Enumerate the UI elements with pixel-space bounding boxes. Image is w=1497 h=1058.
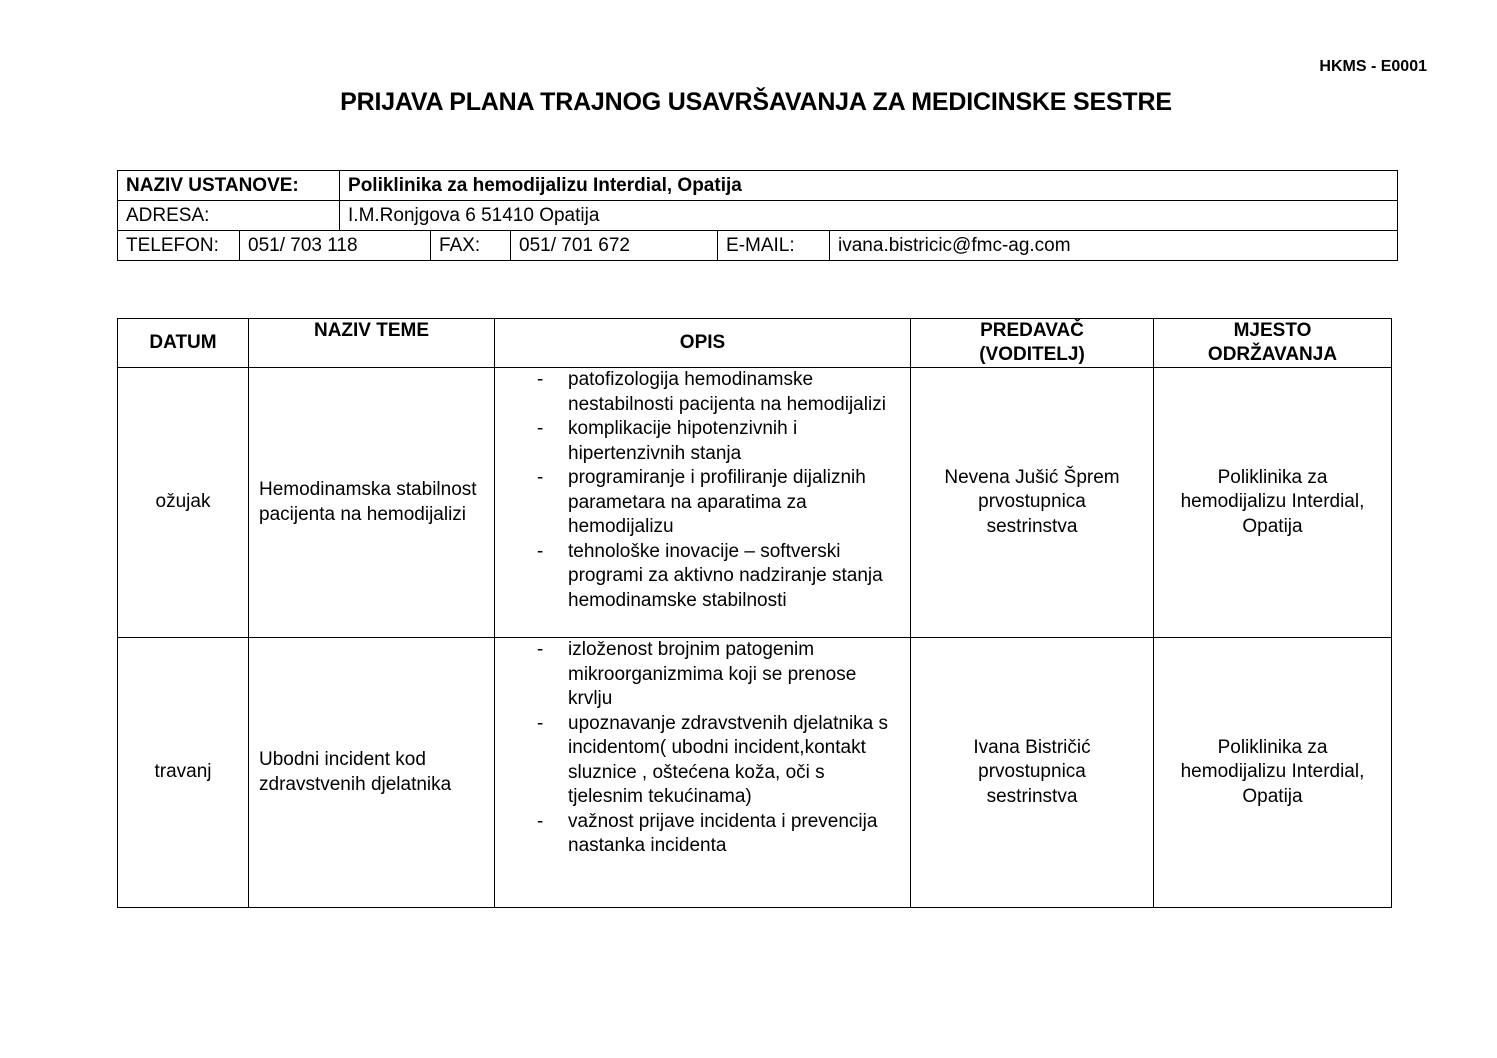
header-lecturer-line2: (VODITELJ) <box>979 344 1085 365</box>
document-code: HKMS - E0001 <box>1319 58 1427 75</box>
header-description: OPIS <box>495 319 911 368</box>
list-item: - programiranje i profiliranje dijaliznih parametara na aparatima za hemodijalizu <box>495 466 910 540</box>
lecturer-name: Ivana Bistričić <box>973 736 1091 758</box>
header-lecturer <box>911 319 1154 368</box>
email-label: E-MAIL: <box>718 231 830 261</box>
row-description <box>495 368 911 638</box>
education-plan-table <box>117 318 1392 908</box>
description-list <box>495 368 910 613</box>
header-lecturer-line1: PREDAVAČ <box>980 320 1084 341</box>
row-lecturer <box>911 638 1154 908</box>
list-item: - važnost prijave incidenta i prevencija nastanka incidenta <box>495 810 910 859</box>
row-location <box>1154 368 1392 638</box>
location-line2: hemodijalizu Interdial, <box>1180 491 1365 513</box>
fax-value: 051/ 701 672 <box>511 231 718 261</box>
list-item: - tehnološke inovacije – softverski programi za aktivno nadziranje stanja hemodinamske stabilnosti <box>495 540 910 614</box>
phone-value: 051/ 703 118 <box>240 231 431 261</box>
header-location-line2: ODRŽAVANJA <box>1207 344 1338 365</box>
institution-info-table <box>117 170 1398 261</box>
row-description <box>495 638 911 908</box>
fax-label: FAX: <box>431 231 511 261</box>
row-topic: Hemodinamska stabilnost pacijenta na hemodijalizi <box>249 368 495 638</box>
location-line2: hemodijalizu Interdial, <box>1180 761 1365 783</box>
row-lecturer <box>911 368 1154 638</box>
lecturer-title-line2: sestrinstva <box>986 515 1078 537</box>
row-date: travanj <box>118 638 249 908</box>
institution-address-row <box>118 201 1398 231</box>
institution-name-value: Poliklinika za hemodijalizu Interdial, Opatija <box>340 171 1398 201</box>
lecturer-title-line1: prvostupnica <box>978 761 1086 783</box>
lecturer-title-line2: sestrinstva <box>986 785 1078 807</box>
description-list <box>495 638 910 859</box>
header-location-line1: MJESTO <box>1233 320 1312 341</box>
row-topic: Ubodni incident kod zdravstvenih djelatnika <box>249 638 495 908</box>
list-item: - patofizologija hemodinamske nestabilnosti pacijenta na hemodijalizi <box>495 368 910 417</box>
location-line1: Poliklinika za <box>1217 736 1328 758</box>
list-item: - komplikacije hipotenzivnih i hipertenzivnih stanja <box>495 417 910 466</box>
plan-header-row <box>118 319 1392 368</box>
header-location <box>1154 319 1392 368</box>
header-topic: NAZIV TEME <box>249 319 495 368</box>
location-line3: Opatija <box>1242 515 1303 537</box>
address-value: I.M.Ronjgova 6 51410 Opatija <box>340 201 1398 231</box>
institution-contact-row <box>118 231 1398 261</box>
location-line1: Poliklinika za <box>1217 466 1328 488</box>
institution-name-row <box>118 171 1398 201</box>
table-row <box>118 368 1392 638</box>
row-date: ožujak <box>118 368 249 638</box>
page-title: PRIJAVA PLANA TRAJNOG USAVRŠAVANJA ZA MEDICINSKE SESTRE <box>340 88 1172 116</box>
address-label: ADRESA: <box>118 201 340 231</box>
list-item: - upoznavanje zdravstvenih djelatnika s incidentom( ubodni incident,kontakt sluznice , oštećena koža, oči s tjelesnim tekućinama) <box>495 712 910 810</box>
location-line3: Opatija <box>1242 785 1303 807</box>
institution-name-label: NAZIV USTANOVE: <box>118 171 340 201</box>
row-location <box>1154 638 1392 908</box>
lecturer-name: Nevena Jušić Šprem <box>944 466 1120 488</box>
table-row <box>118 638 1392 908</box>
list-item: - izloženost brojnim patogenim mikroorganizmima koji se prenose krvlju <box>495 638 910 712</box>
lecturer-title-line1: prvostupnica <box>978 491 1086 513</box>
email-value: ivana.bistricic@fmc-ag.com <box>830 231 1398 261</box>
header-date: DATUM <box>118 319 249 368</box>
phone-label: TELEFON: <box>118 231 240 261</box>
